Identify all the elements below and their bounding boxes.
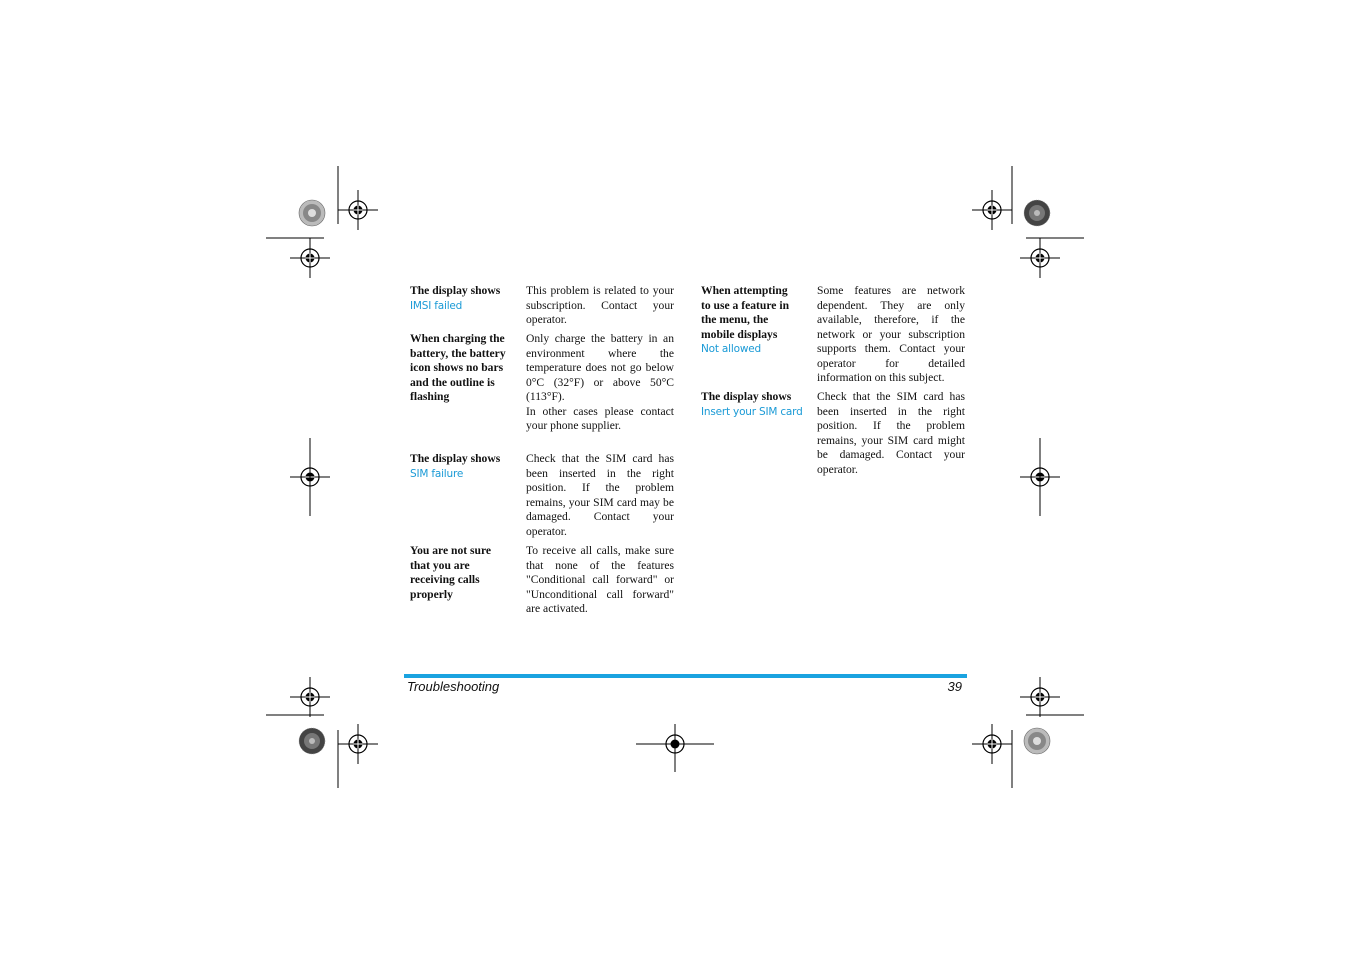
solution-text: Only charge the battery in an environment where the temperature does not go below 0°C (32°F) or above 50°C (113°F). <box>526 332 674 403</box>
registration-mark-icon <box>338 724 378 764</box>
solution-text: Some features are network dependent. They are only available, therefore, if the network or your subscription supports them. Contact your operator for detailed information on this subject. <box>817 284 965 384</box>
condition-text: The display shows <box>410 452 501 465</box>
condition-battery-flashing <box>410 332 508 405</box>
footer-section-title: Troubleshooting <box>407 679 500 694</box>
solution-imsi-failed <box>526 284 674 328</box>
solution-text: Check that the SIM card has been inserted in the right position. If the problem remains, your SIM card might be damaged. Contact your operator. <box>817 390 965 476</box>
color-target-icon <box>299 728 325 754</box>
condition-text: You are not sure that you are receiving calls properly <box>410 544 492 601</box>
registration-mark-icon <box>1020 677 1060 717</box>
display-message: Insert your SIM card <box>701 405 803 418</box>
registration-mark-icon <box>290 238 330 278</box>
condition-imsi-failed <box>410 284 510 313</box>
registration-mark-icon <box>338 190 378 230</box>
registration-mark-icon <box>972 724 1012 764</box>
registration-mark-icon <box>1020 238 1060 278</box>
condition-text: When attempting to use a feature in the menu, the mobile displays <box>701 284 790 341</box>
display-message: SIM failure <box>410 467 464 480</box>
condition-sim-failure <box>410 452 510 481</box>
registration-mark-icon <box>290 677 330 717</box>
condition-text: The display shows <box>701 390 792 403</box>
solution-text: To receive all calls, make sure that none of the features "Conditional call forward" or "Unconditional call forward" are activated. <box>526 544 674 615</box>
display-message: Not allowed <box>701 343 761 355</box>
solution-text: This problem is related to your subscription. Contact your operator. <box>526 284 674 326</box>
solution-insert-sim <box>817 390 965 477</box>
solution-text: In other cases please contact your phone supplier. <box>526 404 674 432</box>
condition-not-allowed <box>701 284 795 357</box>
display-message: IMSI failed <box>410 299 463 312</box>
solution-text: Check that the SIM card has been inserted in the right position. If the problem remains, your SIM card may be damaged. Contact your operator. <box>526 452 674 538</box>
color-target-icon <box>1024 728 1050 754</box>
solution-receiving-calls <box>526 544 674 617</box>
solution-battery-flashing <box>526 332 674 434</box>
condition-text: When charging the battery, the battery icon shows no bars and the outline is flashing <box>410 332 506 403</box>
page-number: 39 <box>947 679 962 694</box>
solution-sim-failure <box>526 452 674 539</box>
condition-insert-sim <box>701 390 805 419</box>
condition-receiving-calls <box>410 544 502 602</box>
footer-rule <box>404 674 967 678</box>
registration-mark-icon <box>972 190 1012 230</box>
condition-text: The display shows <box>410 284 501 297</box>
color-target-icon <box>1024 200 1050 226</box>
solution-not-allowed <box>817 284 965 386</box>
color-target-icon <box>299 200 325 226</box>
